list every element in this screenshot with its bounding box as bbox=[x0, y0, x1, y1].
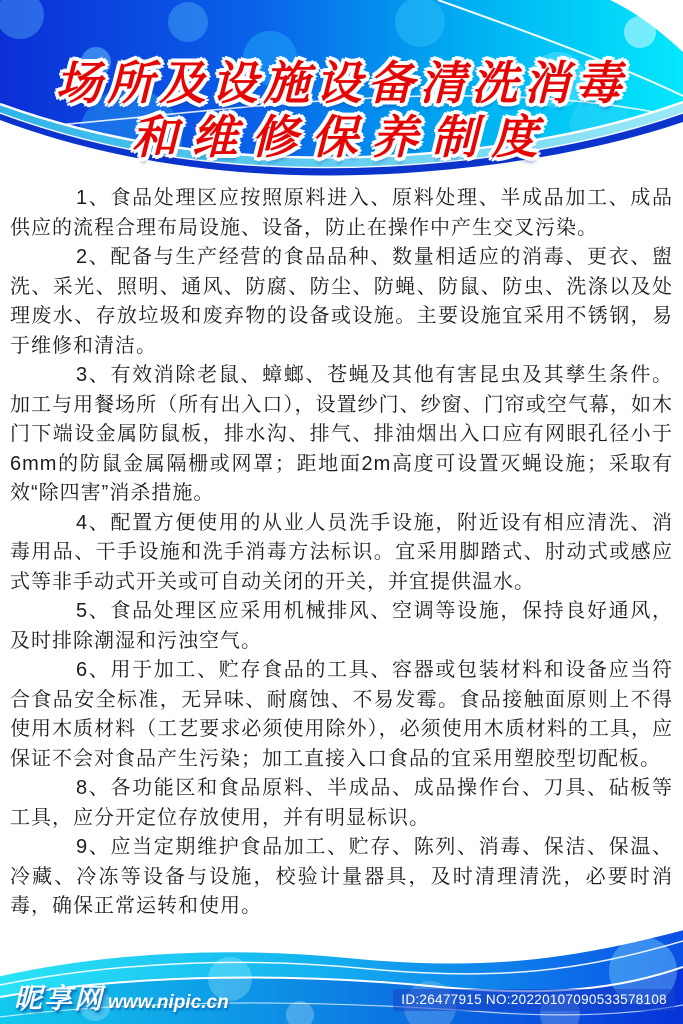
regulation-paragraph-4: 4、配置方便使用的从业人员洗手设施，附近设有相应清洗、消毒用品、干手设施和洗手消毒方法标识。宜采用脚踏式、肘动式或感应式等非手动式开关或可自动关闭的开关，并宜提供温水。 bbox=[10, 511, 673, 593]
image-id-badge: ID:26477915 NO:20220107090533578108 bbox=[393, 989, 675, 1011]
regulation-paragraph-1: 1、食品处理区应按照原料进入、原料处理、半成品加工、成品供应的流程合理布局设施、设备，防止在操作中产生交叉污染。 bbox=[10, 187, 673, 239]
poster-title bbox=[0, 0, 683, 164]
poster-footer bbox=[0, 919, 683, 1024]
regulation-body bbox=[0, 180, 683, 922]
regulation-paragraph-5: 5、食品处理区应采用机械排风、空调等设施，保持良好通风，及时排除潮湿和污浊空气。 bbox=[10, 600, 673, 652]
regulation-paragraph-6: 6、用于加工、贮存食品的工具、容器或包装材料和设备应当符合食品安全标准，无异味、耐腐蚀、不易发霉。食品接触面原则上不得使用木质材料（工艺要求必须使用除外），必须使用木质材料的工具，应保证不会对食品产生污染；加工直接入口食品的宜采用塑胶型切配板。 bbox=[10, 659, 673, 770]
poster-header bbox=[0, 0, 683, 200]
regulation-paragraph-2: 2、配备与生产经营的食品品种、数量相适应的消毒、更衣、盥洗、采光、照明、通风、防腐、防尘、防蝇、防鼠、防虫、洗涤以及处理废水、存放垃圾和废弃物的设备或设施。主要设施宜采用不锈钢，易于维修和清洁。 bbox=[10, 246, 673, 357]
poster-title-line1: 场所及设施设备清洗消毒 bbox=[55, 56, 628, 110]
site-logo-text: 昵享网 bbox=[14, 983, 105, 1014]
regulation-paragraph-3: 3、有效消除老鼠、蟑螂、苍蝇及其他有害昆虫及其孳生条件。加工与用餐场所（所有出入口），设置纱门、纱窗、门帘或空气幕，如木门下端设金属防鼠板，排水沟、排气、排油烟出入口应有网眼孔径小于6mm的防鼠金属隔栅或网罩；距地面2m高度可设置灭蝇设施；采取有效“除四害”消杀措施。 bbox=[10, 364, 673, 504]
regulation-paragraph-8: 8、各功能区和食品原料、半成品、成品操作台、刀具、砧板等工具，应分开定位存放使用，并有明显标识。 bbox=[10, 777, 673, 829]
poster-title-line2: 和维修保养制度 bbox=[131, 110, 552, 164]
regulation-paragraph-9: 9、应当定期维护食品加工、贮存、陈列、消毒、保洁、保温、冷藏、冷冻等设备与设施，校验计量器具，及时清理清洗，必要时消毒，确保正常运转和使用。 bbox=[10, 836, 673, 917]
site-url-text: www.nipic.cn bbox=[108, 992, 229, 1013]
site-logo bbox=[14, 977, 229, 1017]
